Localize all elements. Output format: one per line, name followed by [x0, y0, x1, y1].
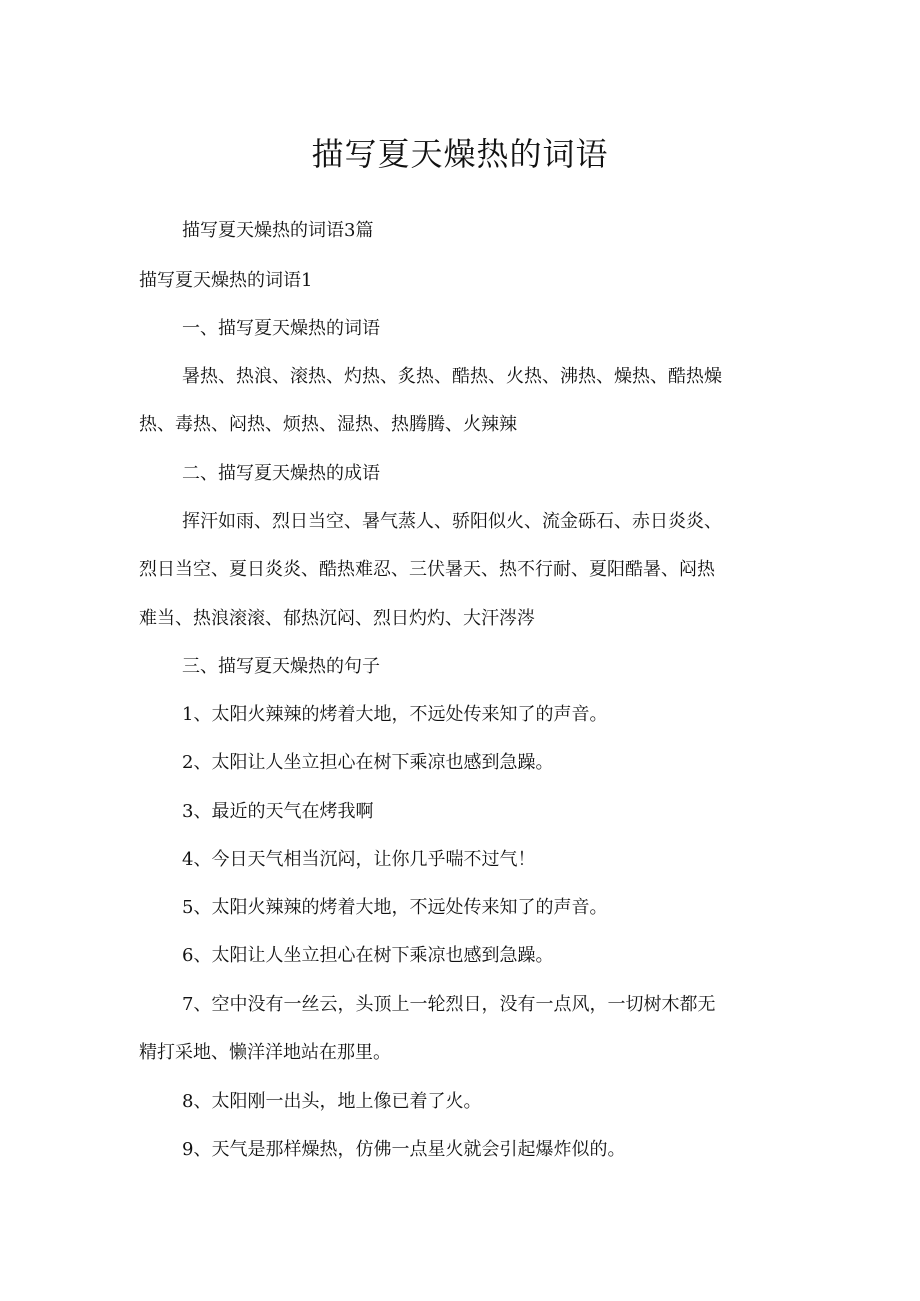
- list-item: 2、太阳让人坐立担心在树下乘凉也感到急躁。: [182, 752, 554, 773]
- subsection-heading: 三、描写夏天燥热的句子: [182, 656, 380, 677]
- subsection-heading: 二、描写夏天燥热的成语: [182, 463, 380, 484]
- page-title: 描写夏天燥热的词语: [311, 135, 609, 173]
- paragraph-line: 挥汗如雨、烈日当空、暑气蒸人、骄阳似火、流金砾石、赤日炎炎、: [182, 511, 722, 532]
- list-item: 3、最近的天气在烤我啊: [182, 801, 374, 822]
- list-item: 6、太阳让人坐立担心在树下乘凉也感到急躁。: [182, 945, 554, 966]
- list-item: 4、今日天气相当沉闷，让你几乎喘不过气！: [182, 849, 536, 870]
- paragraph-line: 难当、热浪滚滚、郁热沉闷、烈日灼灼、大汗涔涔: [139, 608, 535, 629]
- list-item-continuation: 精打采地、懒洋洋地站在那里。: [139, 1042, 391, 1063]
- section-heading: 描写夏天燥热的词语1: [139, 270, 313, 291]
- list-item: 9、天气是那样燥热，仿佛一点星火就会引起爆炸似的。: [182, 1139, 626, 1160]
- list-item: 5、太阳火辣辣的烤着大地，不远处传来知了的声音。: [182, 897, 608, 918]
- paragraph-line: 烈日当空、夏日炎炎、酷热难忍、三伏暑天、热不行耐、夏阳酷暑、闷热: [139, 559, 715, 580]
- list-item: 1、太阳火辣辣的烤着大地，不远处传来知了的声音。: [182, 704, 608, 725]
- list-item: 7、空中没有一丝云，头顶上一轮烈日，没有一点风，一切树木都无: [182, 994, 716, 1015]
- subtitle-line: 描写夏天燥热的词语3篇: [182, 220, 374, 241]
- paragraph-line: 暑热、热浪、滚热、灼热、炙热、酷热、火热、沸热、燥热、酷热燥: [182, 366, 722, 387]
- list-item: 8、太阳刚一出头，地上像已着了火。: [182, 1091, 482, 1112]
- paragraph-line: 热、毒热、闷热、烦热、湿热、热腾腾、火辣辣: [139, 414, 517, 435]
- subsection-heading: 一、描写夏天燥热的词语: [182, 318, 380, 339]
